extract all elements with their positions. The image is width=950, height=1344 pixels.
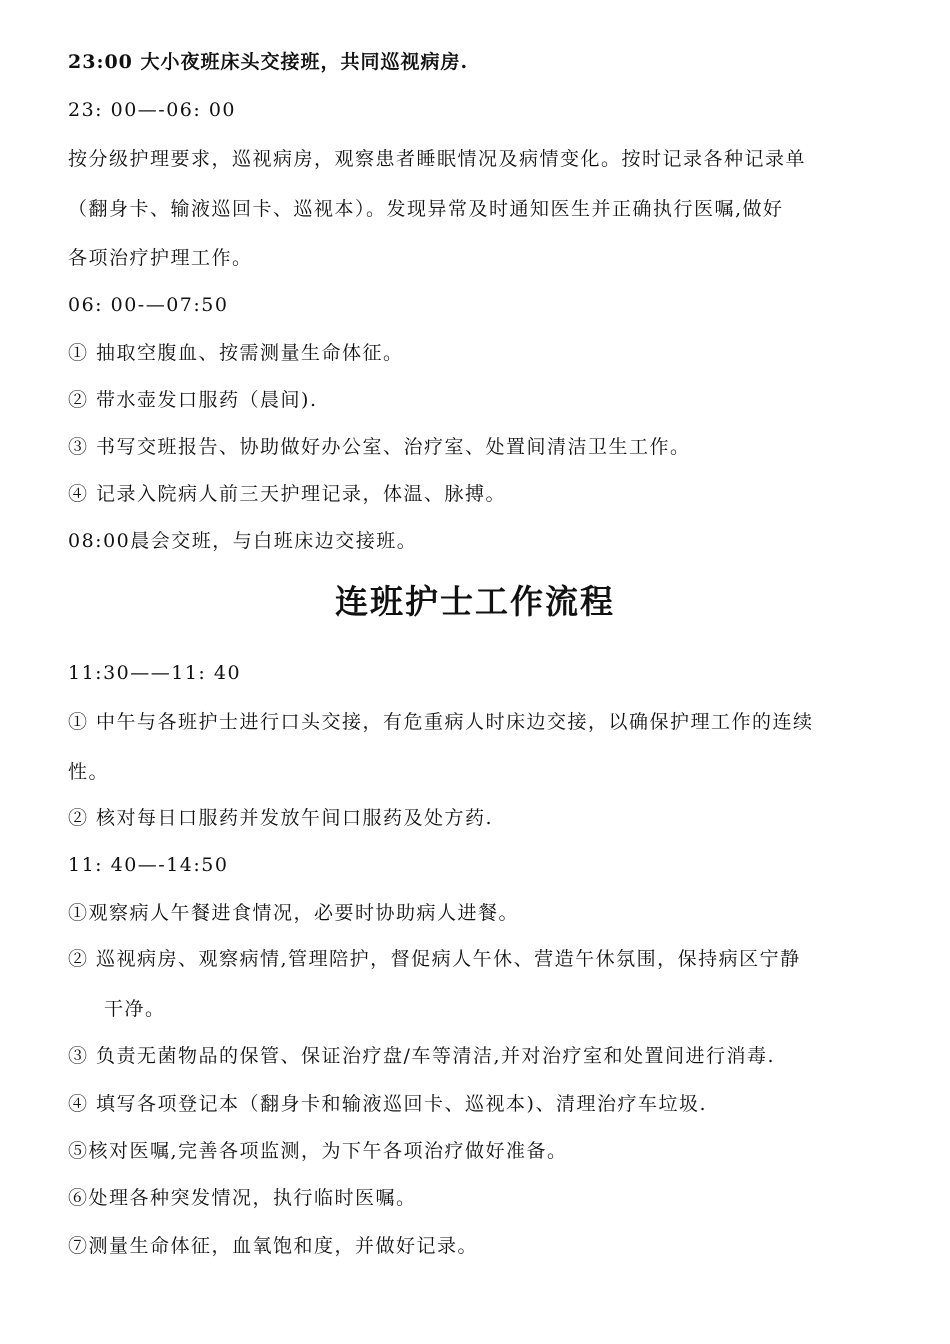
closing-line: 08:00晨会交班，与白班床边交接班。 bbox=[68, 530, 418, 552]
list-item: ④ 记录入院病人前三天护理记录，体温、脉搏。 bbox=[68, 483, 507, 505]
list-item: ③ 负责无菌物品的保管、保证治疗盘/车等清洁,并对治疗室和处置间进行消毒. bbox=[68, 1045, 776, 1067]
time-range: 06: 00-—07:50 bbox=[68, 294, 229, 316]
list-item: ①观察病人午餐进食情况，必要时协助病人进餐。 bbox=[68, 902, 520, 924]
list-item: ② 核对每日口服药并发放午间口服药及处方药. bbox=[68, 807, 494, 829]
list-item: ① 抽取空腹血、按需测量生命体征。 bbox=[68, 342, 404, 364]
time-range: 11: 40—-14:50 bbox=[68, 854, 229, 876]
list-item: ⑦测量生命体征，血氧饱和度，并做好记录。 bbox=[68, 1235, 479, 1257]
paragraph-line: 各项治疗护理工作。 bbox=[68, 247, 253, 269]
list-item-continuation: 干净。 bbox=[104, 998, 166, 1020]
section-title: 连班护士工作流程 bbox=[335, 582, 615, 621]
list-item: ⑥处理各种突发情况，执行临时医嘱。 bbox=[68, 1187, 417, 1209]
shift-handover-heading: 23:00 大小夜班床头交接班，共同巡视病房. bbox=[68, 51, 469, 73]
time-range: 11:30——11: 40 bbox=[68, 662, 242, 684]
list-item: ⑤核对医嘱,完善各项监测，为下午各项治疗做好准备。 bbox=[68, 1140, 568, 1162]
list-item: ② 带水壶发口服药（晨间). bbox=[68, 389, 318, 411]
list-item: ④ 填写各项登记本（翻身卡和输液巡回卡、巡视本)、清理治疗车垃圾. bbox=[68, 1093, 707, 1115]
list-item: ① 中午与各班护士进行口头交接，有危重病人时床边交接，以确保护理工作的连续 bbox=[68, 711, 814, 733]
list-item-continuation: 性。 bbox=[68, 761, 110, 783]
paragraph-line: （翻身卡、输液巡回卡、巡视本）。发现异常及时通知医生并正确执行医嘱,做好 bbox=[68, 198, 784, 220]
list-item: ② 巡视病房、观察病情,管理陪护，督促病人午休、营造午休氛围，保持病区宁静 bbox=[68, 948, 801, 970]
list-item: ③ 书写交班报告、协助做好办公室、治疗室、处置间清洁卫生工作。 bbox=[68, 436, 691, 458]
time-range: 23: 00—-06: 00 bbox=[68, 99, 237, 121]
paragraph-line: 按分级护理要求，巡视病房，观察患者睡眠情况及病情变化。按时记录各种记录单 bbox=[68, 148, 807, 170]
